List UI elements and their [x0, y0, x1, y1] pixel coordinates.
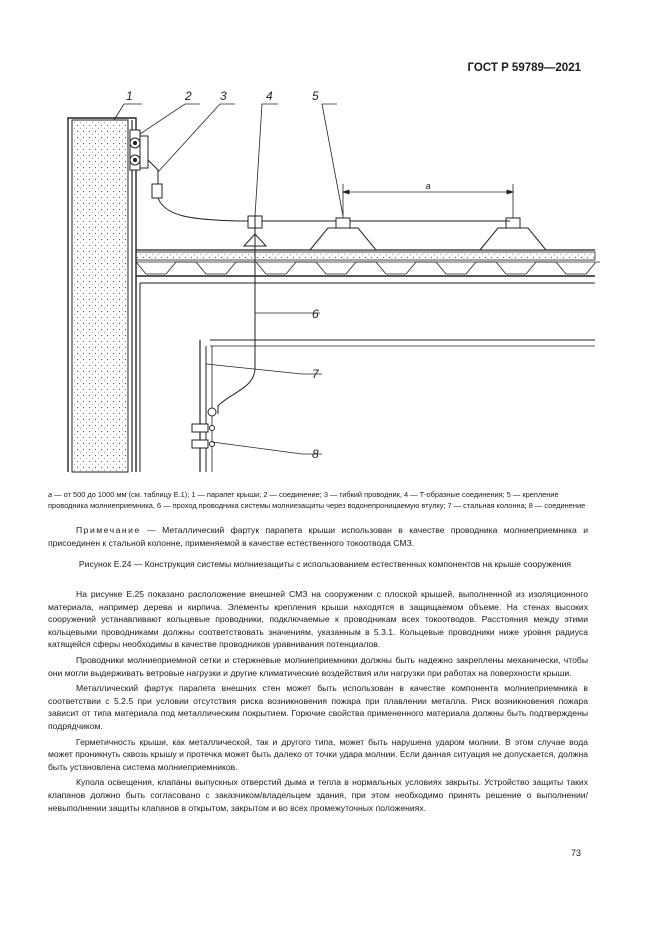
figure-caption: Рисунок Е.24 — Конструкция системы молниезащиты с использованием естественных компонентов на крыше сооружения [78, 559, 572, 569]
callout-5: 5 [312, 89, 319, 103]
paragraph: Проводники молниеприемной сетки и стержневые молниеприемники должны быть надежно закреплены механически, чтобы они могли выдерживать ветровые нагрузки и другие климатические воздействия или нагрузки при работах на поверхности крыши. [48, 654, 588, 678]
body-text [48, 588, 588, 817]
steel-column [200, 340, 212, 472]
callout-6: 6 [312, 307, 319, 321]
legend-symbol: a [48, 490, 53, 499]
lightning-protection-diagram [40, 88, 600, 483]
figure-note [48, 524, 588, 550]
document-code: ГОСТ Р 59789—2021 [467, 62, 581, 74]
note-text: — Металлический фартук парапета крыши использован в качестве проводника молниеприемника и присоединен к стальной колонне, применяемой в качестве естественного токоотвода СМЗ. [48, 525, 588, 548]
conductor-fixing [310, 218, 546, 250]
figure-legend [48, 490, 588, 511]
callout-1: 1 [126, 89, 133, 103]
flexible-conductor [148, 160, 250, 221]
paragraph: Металлический фартук парапета внешних стен может быть использован в качестве компонента молниеприемника в соответствии с 5.2.5 при условии отсутствия риска возникновения пожара при плавлении металла. Риск возникновения пожара зависит от типа материала под металлическим покрытием. Горючие свойства примененного материала должны быть подтверждены подрядчиком. [48, 683, 588, 731]
dimension-a-label: a [425, 181, 431, 191]
note-label: Примечание [76, 525, 141, 535]
paragraph: Герметичность крыши, как металлической, так и другого типа, может быть нарушена ударом молнии. В этом случае вода может проникнуть сквозь крышу и протечка может быть далеко от точки удара молнии. Если данная ситуация не допускается, должна быть установлена система молниеприемников. [48, 736, 588, 772]
paragraph: Купола освещения, клапаны выпускных отверстий дыма и тепла в нормальных условиях закрыты. Устройство защиты таких клапанов должно быть согласовано с заказчиком/владельцем здания, при этом необходимо принять решение о выполнении/невыполнении защиты клапанов в открытом, закрытом и во всех промежуточных положениях. [48, 777, 588, 813]
parapet-wall [68, 118, 136, 472]
page-number: 73 [570, 848, 581, 858]
paragraph: На рисунке Е.25 показано расположение внешней СМЗ на сооружении с плоской крышей, выполненной из изоляционного материала, например дерева и кирпича. Элементы крепления крыши находятся в защищаемом объеме. На стенах высоких сооружений устанавливают кольцевые проводники, подключаемые к проводникам всех токоотводов. Расстояния между этими кольцевыми проводниками должны соответствовать значениям, указанным в 5.3.1. Кольцевые проводники ниже уровня радиуса катящейся сферы необходимы в качестве проводников уравнивания потенциалов. [48, 589, 588, 650]
parapet-connection [130, 130, 148, 170]
callout-2: 2 [185, 89, 192, 103]
legend-text: — от 500 до 1000 мм (см. таблицу Е.1); 1 — парапет крыши; 2 — соединение; 3 — гибкий проводник, 4 — Т-образные соединения; 5 — крепление проводника молниеприемника, 6 — проход проводника системы молниезащиты через водонепроницаемую втулку; 7 — стальная колонна; 8 — соединение [48, 490, 586, 510]
callout-3: 3 [220, 89, 227, 103]
callout-7: 7 [312, 367, 319, 381]
callout-8: 8 [312, 447, 319, 461]
callout-4: 4 [266, 89, 273, 103]
callout-numbers [126, 89, 320, 461]
